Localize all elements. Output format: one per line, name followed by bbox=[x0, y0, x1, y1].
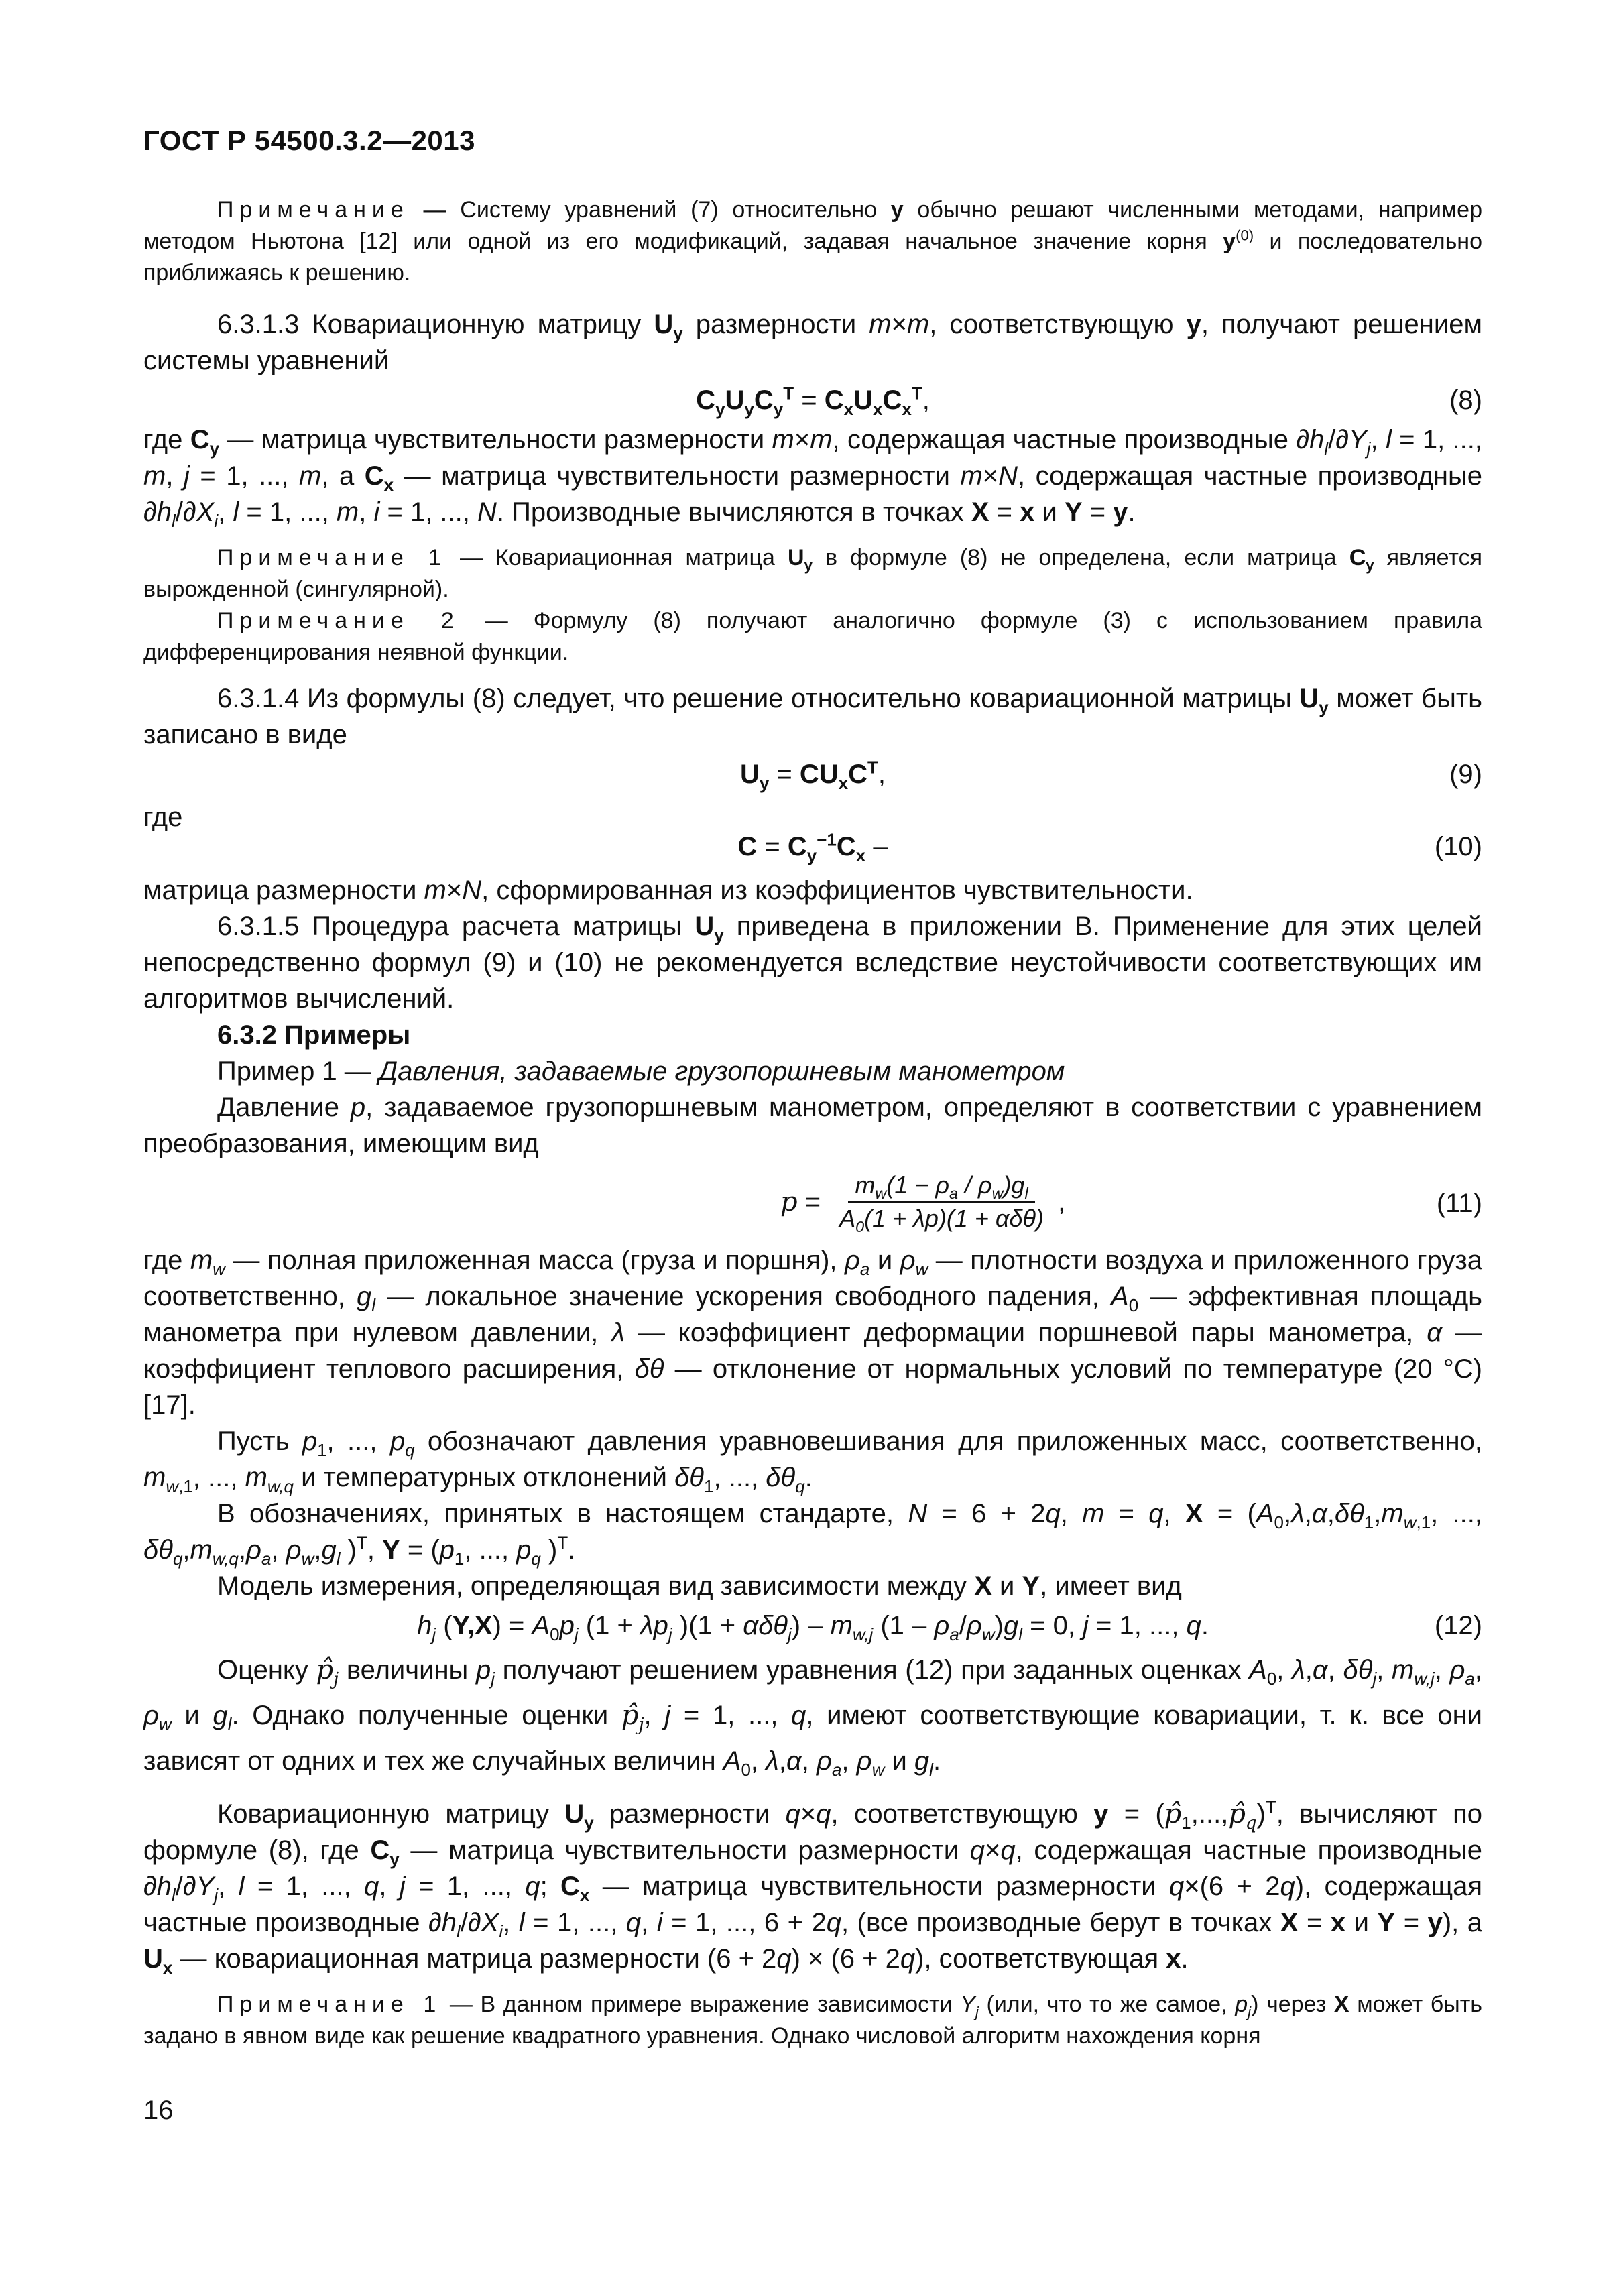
equation-10: где $C = C_y^{-1}C_x$ – (10) bbox=[143, 796, 1482, 839]
note-1-example: Примечание 1 — В данном примере выражение зависимости $Y_j$ (или, что то же самое, $p_j$) через X может быть задано в явном виде как решение квадратного уравнения. Однако числовой алгоритм нахождения корня bbox=[143, 1992, 1483, 2049]
paragraph-6-3-1-5: 6.3.1.5 Процедура расчета матрицы $U_y$ приведена в приложении В. Применение для этих целей непосредственно формул (9) и (10) не рекомендуется вследствие неустойчивости соответствующих им алгоритмов вычислений. bbox=[143, 912, 1482, 1014]
paragraph-6-3-1-3: 6.3.1.3 Ковариационную матрицу $U_y$ размерности m×m, соответствующую y, получают решением системы уравнений bbox=[143, 310, 1482, 375]
paragraph-matrix-size: матрица размерности m×N, сформированная из коэффициентов чувствительности. bbox=[143, 875, 1193, 905]
equation-8-number: (8) bbox=[1449, 385, 1482, 415]
paragraph-estimate: Оценку $p̂_j$ величины $p_j$ получают решением уравнения (12) при заданных оценках $A_0$, λ,α, $\delta\theta_j$, $m_{w,j}$, $\rho_a$, $\rho_w$ и $g_l$. Однако полученные оценки $p̂_j$, j = 1, ..., q, имеют соответствующие ковариации, т. к. все они зависят от одних и тех же случайных величин $A_0$, λ,α, $\rho_a$, $\rho_w$ и $g_l$. bbox=[143, 1654, 1483, 1780]
example-1-heading: Пример 1 — Давления, задаваемые грузопоршневым манометром bbox=[217, 1056, 1065, 1086]
equation-9: $U_y = CU_xC^T$, (9) bbox=[143, 753, 1482, 796]
paragraph-covariance: Ковариационную матрицу $U_y$ размерности q×q, соответствующую $y = (p̂_1,...,p̂_q)^T$, вычисляют по формуле (8), где $C_y$ — матрица чувствительности размерности q×q, содержащая частные производные $\partial h_l/\partial Y_j$, l = 1, ..., q, j = 1, ..., q; $C_x$ — матрица чувствительности размерности q×(6 + 2q), содержащая частные производные $\partial h_l/\partial X_i$, l = 1, ..., q, i = 1, ..., 6 + 2q, (все производные берут в точках X = x и Y = y), а $U_x$ — ковариационная матрица размерности (6 + 2q) × (6 + 2q), соответствующая x. bbox=[143, 1797, 1483, 1978]
paragraph-let: Пусть $p_1$, ..., $p_q$ обозначают давления уравновешивания для приложенных масс, соответственно, $m_{w,1}$, ..., $m_{w,q}$ и температурных отклонений $\delta\theta_1$, ..., $\delta\theta_q$. bbox=[143, 1427, 1483, 1496]
paragraph-6-3-1-4: 6.3.1.4 Из формулы (8) следует, что решение относительно ковариационной матрицы $U_y$ может быть записано в виде bbox=[143, 684, 1483, 749]
section-heading-6-3-2: 6.3.2 Примеры bbox=[217, 1020, 411, 1050]
note-2-formula: Примечание 2 — Формулу (8) получают аналогично формуле (3) с использованием правила дифференцирования неявной функции. bbox=[143, 608, 1482, 665]
equation-10-number: (10) bbox=[1434, 832, 1482, 861]
paragraph-model: Модель измерения, определяющая вид зависимости между X и Y, имеет вид bbox=[217, 1571, 1182, 1601]
page-number: 16 bbox=[143, 2096, 174, 2125]
paragraph-where-cy: где $C_y$ — матрица чувствительности размерности m×m, содержащая частные производные $\partial h_l/\partial Y_j$, l = 1, ..., m, j = 1, ..., m, а $C_x$ — матрица чувствительности размерности m×N, содержащая частные производные $\partial h_l/\partial X_i$, l = 1, ..., m, i = 1, ..., N. Производные вычисляются в точках X = x и Y = y. bbox=[143, 425, 1483, 531]
document-header: ГОСТ Р 54500.3.2—2013 bbox=[143, 125, 475, 156]
note-1-covariance: Примечание 1 — Ковариационная матрица $U_y$ в формуле (8) не определена, если матрица $C_y$ является вырожденной (сингулярной). bbox=[143, 545, 1483, 602]
equation-12-number: (12) bbox=[1434, 1611, 1482, 1640]
where-label: где bbox=[143, 802, 183, 832]
paragraph-where-mw: где $m_w$ — полная приложенная масса (груза и поршня), $\rho_a$ и $\rho_w$ — плотности воздуха и приложенного груза соответственно, $g_l$ — локальное значение ускорения свободного падения, $A_0$ — эффективная площадь манометра при нулевом давлении, λ — коэффициент деформации поршневой пары манометра, α — коэффициент теплового расширения, δθ — отклонение от нормальных условий по температуре (20 °С) [17]. bbox=[143, 1246, 1482, 1420]
equation-11-number: (11) bbox=[1436, 1189, 1482, 1218]
equation-11: p = $\frac{m_w(1 - \rho_a / \rho_w)g_l}{A_0(1 + \lambda p)(1 + \alpha\delta\theta)}$ , (11) bbox=[143, 1162, 1482, 1242]
paragraph-notation: В обозначениях, принятых в настоящем стандарте, N = 6 + 2q, m = q, $X = (A_0,\lambda,\alpha,\delta\theta_1,m_{w,1}$, ..., $\delta\theta_q,m_{w,q},\rho_a$, $\rho_w,g_l$ )$^T$, $Y = (p_1$, ..., $p_q$ )$^T$. bbox=[143, 1499, 1482, 1569]
equation-12: $h_j$ $(Y,X) = A_0p_j$ ($1 + \lambda p_j$ )$(1 + \alpha\delta\theta_j) - m_{w,j}$ $(1 - \rho_a/\rho_w)g_l = 0$, j = 1, ..., q. (12) bbox=[143, 1604, 1482, 1647]
document-body bbox=[143, 194, 1482, 2052]
equation-9-number: (9) bbox=[1449, 760, 1482, 789]
equation-8: $C_yU_yC_y^T = C_xU_xC_x^T$, (8) bbox=[143, 379, 1482, 422]
paragraph-pressure: Давление p, задаваемое грузопоршневым манометром, определяют в соответствии с уравнением преобразования, имеющим вид bbox=[143, 1093, 1483, 1158]
note-top: Примечание — Систему уравнений (7) относительно y обычно решают численными методами, например методом Ньютона [12] или одной из его модификаций, задавая начальное значение корня $y^{(0)}$ и последовательно приближаясь к решению. bbox=[143, 197, 1483, 286]
